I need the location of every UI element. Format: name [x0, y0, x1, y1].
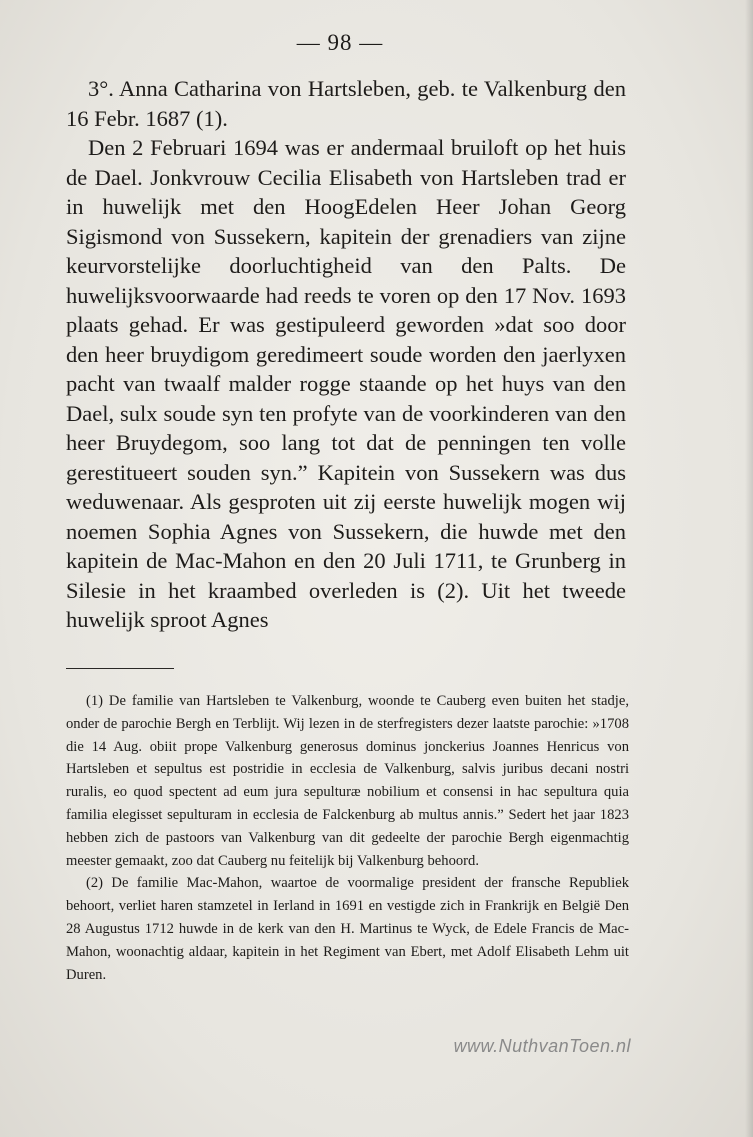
footnote-1: (1) De familie van Hartsleben te Valkenburg, woonde te Cauberg even buiten het stadje, onder de parochie Bergh en Terblijt. Wij lezen in de sterfregisters dezer laatste parochie: »1708 die 14 Aug. obiit prope Valkenburg generosus dominus jonckerius Joannes Henricus von Hartsleben et sepultus est postridie in ecclesia de Valkenburg, salvis juribus decani nostri ruralis, eo quod spectent ad eum jura sepulturæ nobilium et consensi in hac sepultura quia familia elegisset sepulturam in ecclesia de Falckenburg ab multus annis.” Sedert het jaar 1823 hebben zich de pastoors van Valkenburg van dit gedeelte der parochie Bergh eigenmachtig meester gemaakt, zoo dat Cauberg nu feitelijk bij Valkenburg behoord.: [66, 693, 629, 869]
footnotes: [66, 690, 629, 986]
footnote-2: (2) De familie Mac-Mahon, waartoe de voormalige president der fransche Republiek behoort, verliet haren stamzetel in Ierland in 1691 en vestigde zich in Frankrijk en België Den 28 Augustus 1712 huwde in de kerk van den H. Martinus te Wyck, de Edele Francis de Mac-Mahon, woonachtig aldaar, kapitein in het Regiment van Ebert, met Adolf Elisabeth Lehm uit Duren.: [66, 875, 629, 983]
paragraph: 3°. Anna Catharina von Hartsleben, geb. te Valkenburg den 16 Febr. 1687 (1).: [66, 76, 626, 131]
watermark: www.NuthvanToen.nl: [453, 1036, 631, 1056]
paragraph: Den 2 Februari 1694 was er andermaal bruiloft op het huis de Dael. Jonkvrouw Cecilia Elisabeth von Hartsleben trad er in huwelijk met den HoogEdelen Heer Johan Georg Sigismond von Sussekern, kapitein der grenadiers van zijne keurvorstelijke doorluchtigheid van den Palts. De huwelijksvoorwaarde had reeds te voren op den 17 Nov. 1693 plaats gehad. Er was gestipuleerd geworden »dat soo door den heer bruydigom geredimeert soude worden den jaerlyxen pacht van twaalf malder rogge staande op het huys van den Dael, sulx soude syn ten profyte van de voorkinderen van den heer Bruydegom, soo lang tot dat de penningen ten volle gerestitueert souden syn.” Kapitein von Sussekern was dus weduwenaar. Als gesproten uit zij eerste huwelijk mogen wij noemen Sophia Agnes von Sussekern, die huwde met den kapitein de Mac-Mahon en den 20 Juli 1711, te Grunberg in Silesie in het kraambed overleden is (2). Uit het tweede huwelijk sproot Agnes: [66, 135, 626, 632]
footnote-divider: [66, 668, 174, 669]
page-edge-shadow: [745, 0, 753, 1137]
page-number: — 98 —: [296, 30, 384, 55]
main-text: [66, 74, 626, 635]
